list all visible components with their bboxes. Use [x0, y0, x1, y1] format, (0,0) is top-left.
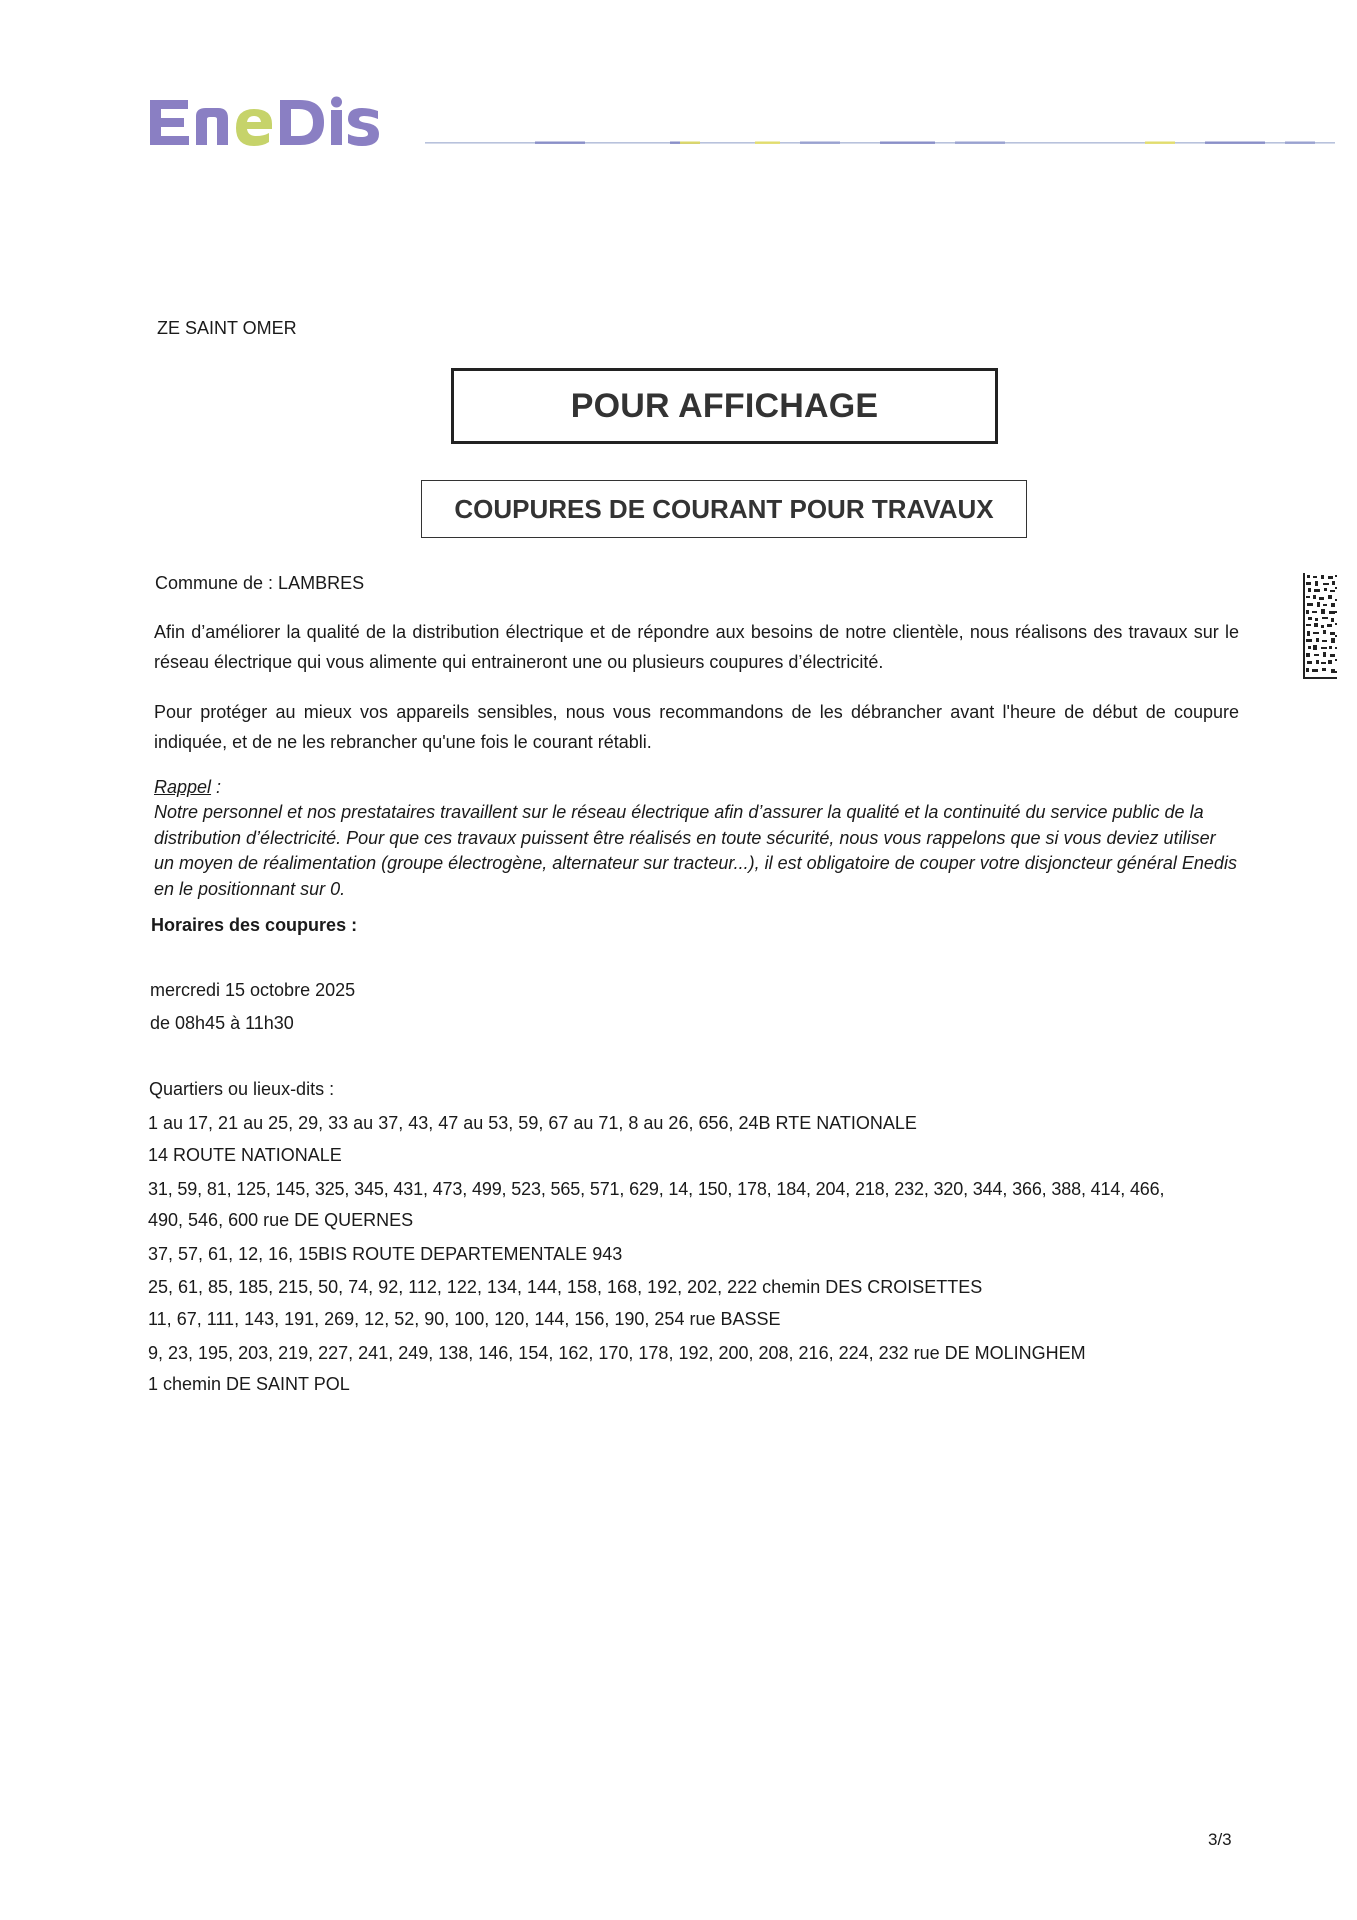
- rappel-label: Rappel: [154, 777, 212, 797]
- quartier-line: 1 chemin DE SAINT POL: [148, 1374, 350, 1394]
- quartier-line: 11, 67, 111, 143, 191, 269, 12, 52, 90, 100, 120, 144, 156, 190, 254 rue BASSE: [148, 1309, 781, 1329]
- rappel-text: Notre personnel et nos prestataires travaillent sur le réseau électrique afin d’assurer la qualité et la continuité du service public de la distribution d’électricité. Pour que ces travaux puissent être réalisés en toute sécurité, nous vous rappelons que si vous deviez utiliser un moyen de réalimentation (groupe électrogène, alternateur sur tracteur...), il est obligatoire de couper votre disjoncteur général Enedis en le positionnant sur 0.: [154, 802, 1237, 899]
- horaires-heading: Horaires des coupures :: [151, 915, 358, 935]
- datamatrix-code: [1303, 573, 1337, 679]
- zone-label: ZE SAINT OMER: [157, 318, 297, 338]
- quartiers-heading: Quartiers ou lieux-dits :: [149, 1079, 335, 1099]
- subtitle-box: COUPURES DE COURANT POUR TRAVAUX: [421, 480, 1027, 538]
- commune-label: Commune de : LAMBRES: [155, 573, 365, 593]
- coupure-time: de 08h45 à 11h30: [150, 1013, 294, 1033]
- rappel-suffix: :: [211, 777, 222, 797]
- quartier-line: 14 ROUTE NATIONALE: [148, 1145, 342, 1165]
- quartier-line: 25, 61, 85, 185, 215, 50, 74, 92, 112, 122, 134, 144, 158, 168, 192, 202, 222 chemin DES CROISETTES: [148, 1277, 983, 1297]
- quartier-line: 37, 57, 61, 12, 16, 15BIS ROUTE DEPARTEMENTALE 943: [148, 1244, 623, 1264]
- quartier-line: 9, 23, 195, 203, 219, 227, 241, 249, 138, 146, 154, 162, 170, 178, 192, 200, 208, 216, 224, 232 rue DE MOLINGHEM: [148, 1343, 1086, 1363]
- header-rule: [425, 140, 1335, 146]
- rappel-heading: [154, 775, 221, 799]
- enedis-logo: [148, 92, 408, 152]
- page-number: 3/3: [1208, 1830, 1232, 1849]
- advice-paragraph: Pour protéger au mieux vos appareils sensibles, nous vous recommandons de les débrancher avant l'heure de début de coupure indiquée, et de ne les rebrancher qu'une fois le courant rétabli.: [154, 702, 1239, 752]
- title-box: POUR AFFICHAGE: [451, 368, 998, 444]
- quartier-line: 31, 59, 81, 125, 145, 325, 345, 431, 473, 499, 523, 565, 571, 629, 14, 150, 178, 184, 204, 218, 232, 320, 344, 366, 388, 414, 466,: [148, 1179, 1165, 1199]
- intro-paragraph: Afin d’améliorer la qualité de la distribution électrique et de répondre aux besoins de notre clientèle, nous réalisons des travaux sur le réseau électrique qui vous alimente qui entraineront une ou plusieurs coupures d’électricité.: [154, 622, 1239, 672]
- coupure-date: mercredi 15 octobre 2025: [150, 980, 356, 1000]
- quartier-line: 490, 546, 600 rue DE QUERNES: [148, 1210, 414, 1230]
- quartier-line: 1 au 17, 21 au 25, 29, 33 au 37, 43, 47 au 53, 59, 67 au 71, 8 au 26, 656, 24B RTE NATIONALE: [148, 1113, 917, 1133]
